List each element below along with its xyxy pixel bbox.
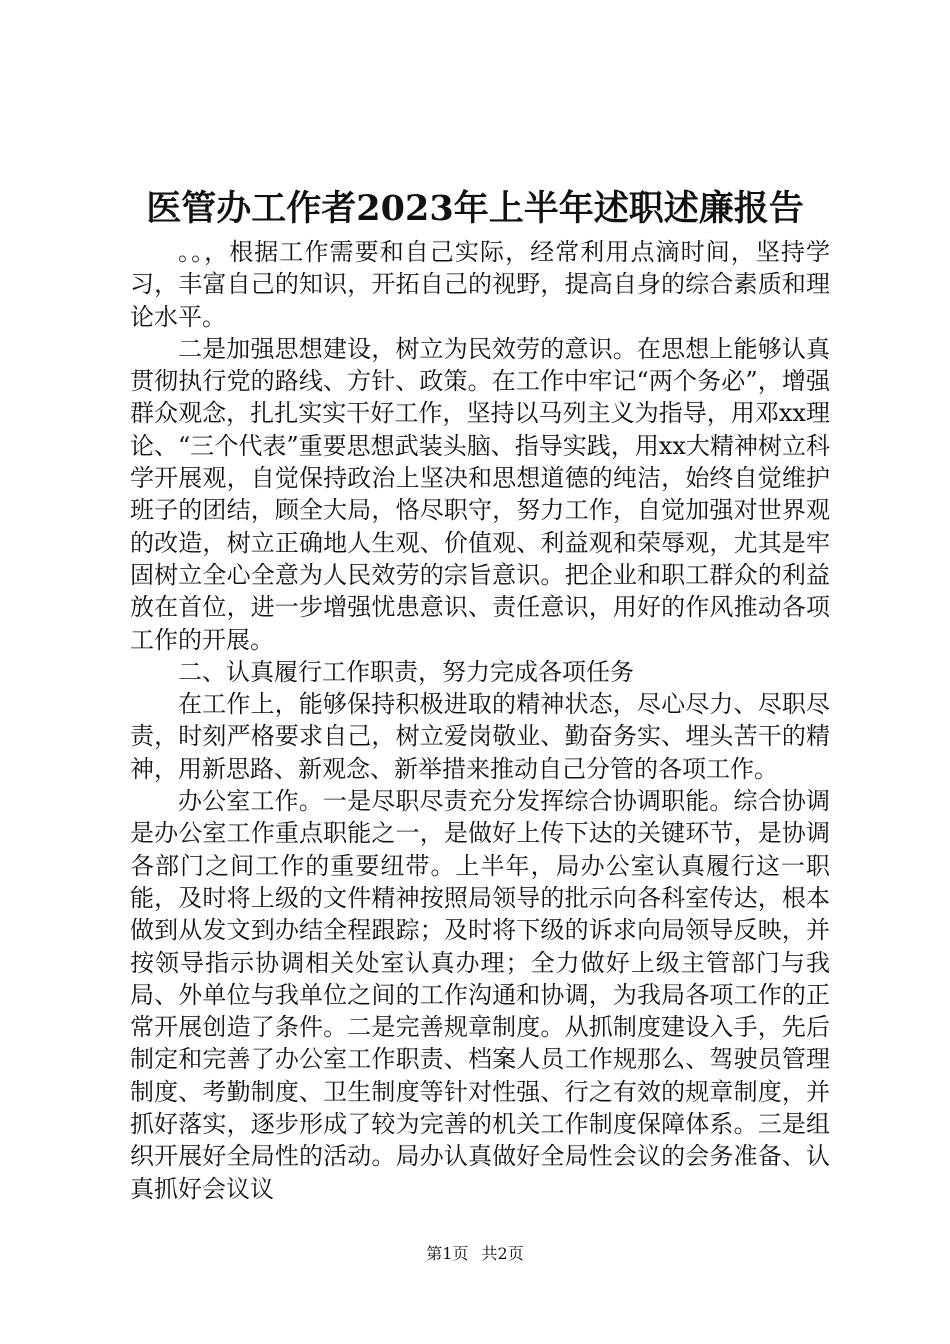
document-body xyxy=(130,236,830,1205)
document-title: 医管办工作者2023年上半年述职述廉报告 xyxy=(146,188,804,229)
section-heading: 二、认真履行工作职责，努力完成各项任务 xyxy=(178,657,634,686)
paragraph: 办公室工作。一是尽职尽责充分发挥综合协调职能。综合协调是办公室工作重点职能之一，是做好上传下达的关键环节，是协调各部门之间工作的重要纽带。上半年，局办公室认真履行这一职能，及时将上级的文件精神按照局领导的批示向各科室传达，根本做到从发文到办结全程跟踪；及时将下级的诉求向局领导反映，并按领导指示协调相关处室认真办理；全力做好上级主管部门与我局、外单位与我单位之间的工作沟通和协调，为我局各项工作的正常开展创造了条件。二是完善规章制度。从抓制度建设入手，先后制定和完善了办公室工作职责、档案人员工作规那么、驾驶员管理制度、考勤制度、卫生制度等针对性强、行之有效的规章制度，并抓好落实，逐步形成了较为完善的机关工作制度保障体系。三是组织开展好全局性的活动。局办认真做好全局性会议的会务准备、认真抓好会议议 xyxy=(130,787,830,1203)
paragraph: 。。，根据工作需要和自己实际，经常利用点滴时间，坚持学习，丰富自己的知识，开拓自己的视野，提高自身的综合素质和理论水平。 xyxy=(130,238,830,331)
paragraph: 二是加强思想建设，树立为民效劳的意识。在思想上能够认真贯彻执行党的路线、方针、政策。在工作中牢记“两个务必”，增强群众观念，扎扎实实干好工作，坚持以马列主义为指导，用邓xx理论、“三个代表”重要思想武装头脑、指导实践，用xx大精神树立科学开展观，自觉保持政治上坚决和思想道德的纯洁，始终自觉维护班子的团结，顾全大局，恪尽职守，努力工作，自觉加强对世界观的改造，树立正确地人生观、价值观、利益观和荣辱观，尤其是牢固树立全心全意为人民效劳的宗旨意识。把企业和职工群众的利益放在首位，进一步增强忧患意识、责任意识，用好的作风推动各项工作的开展。 xyxy=(130,334,830,654)
paragraph: 在工作上，能够保持积极进取的精神状态，尽心尽力、尽职尽责，时刻严格要求自己，树立爱岗敬业、勤奋务实、埋头苦干的精神，用新思路、新观念、新举措来推动自己分管的各项工作。 xyxy=(130,690,830,783)
page-number: 第1页 xyxy=(426,1244,469,1263)
page-total: 共2页 xyxy=(481,1244,524,1263)
page-footer xyxy=(0,1243,950,1265)
